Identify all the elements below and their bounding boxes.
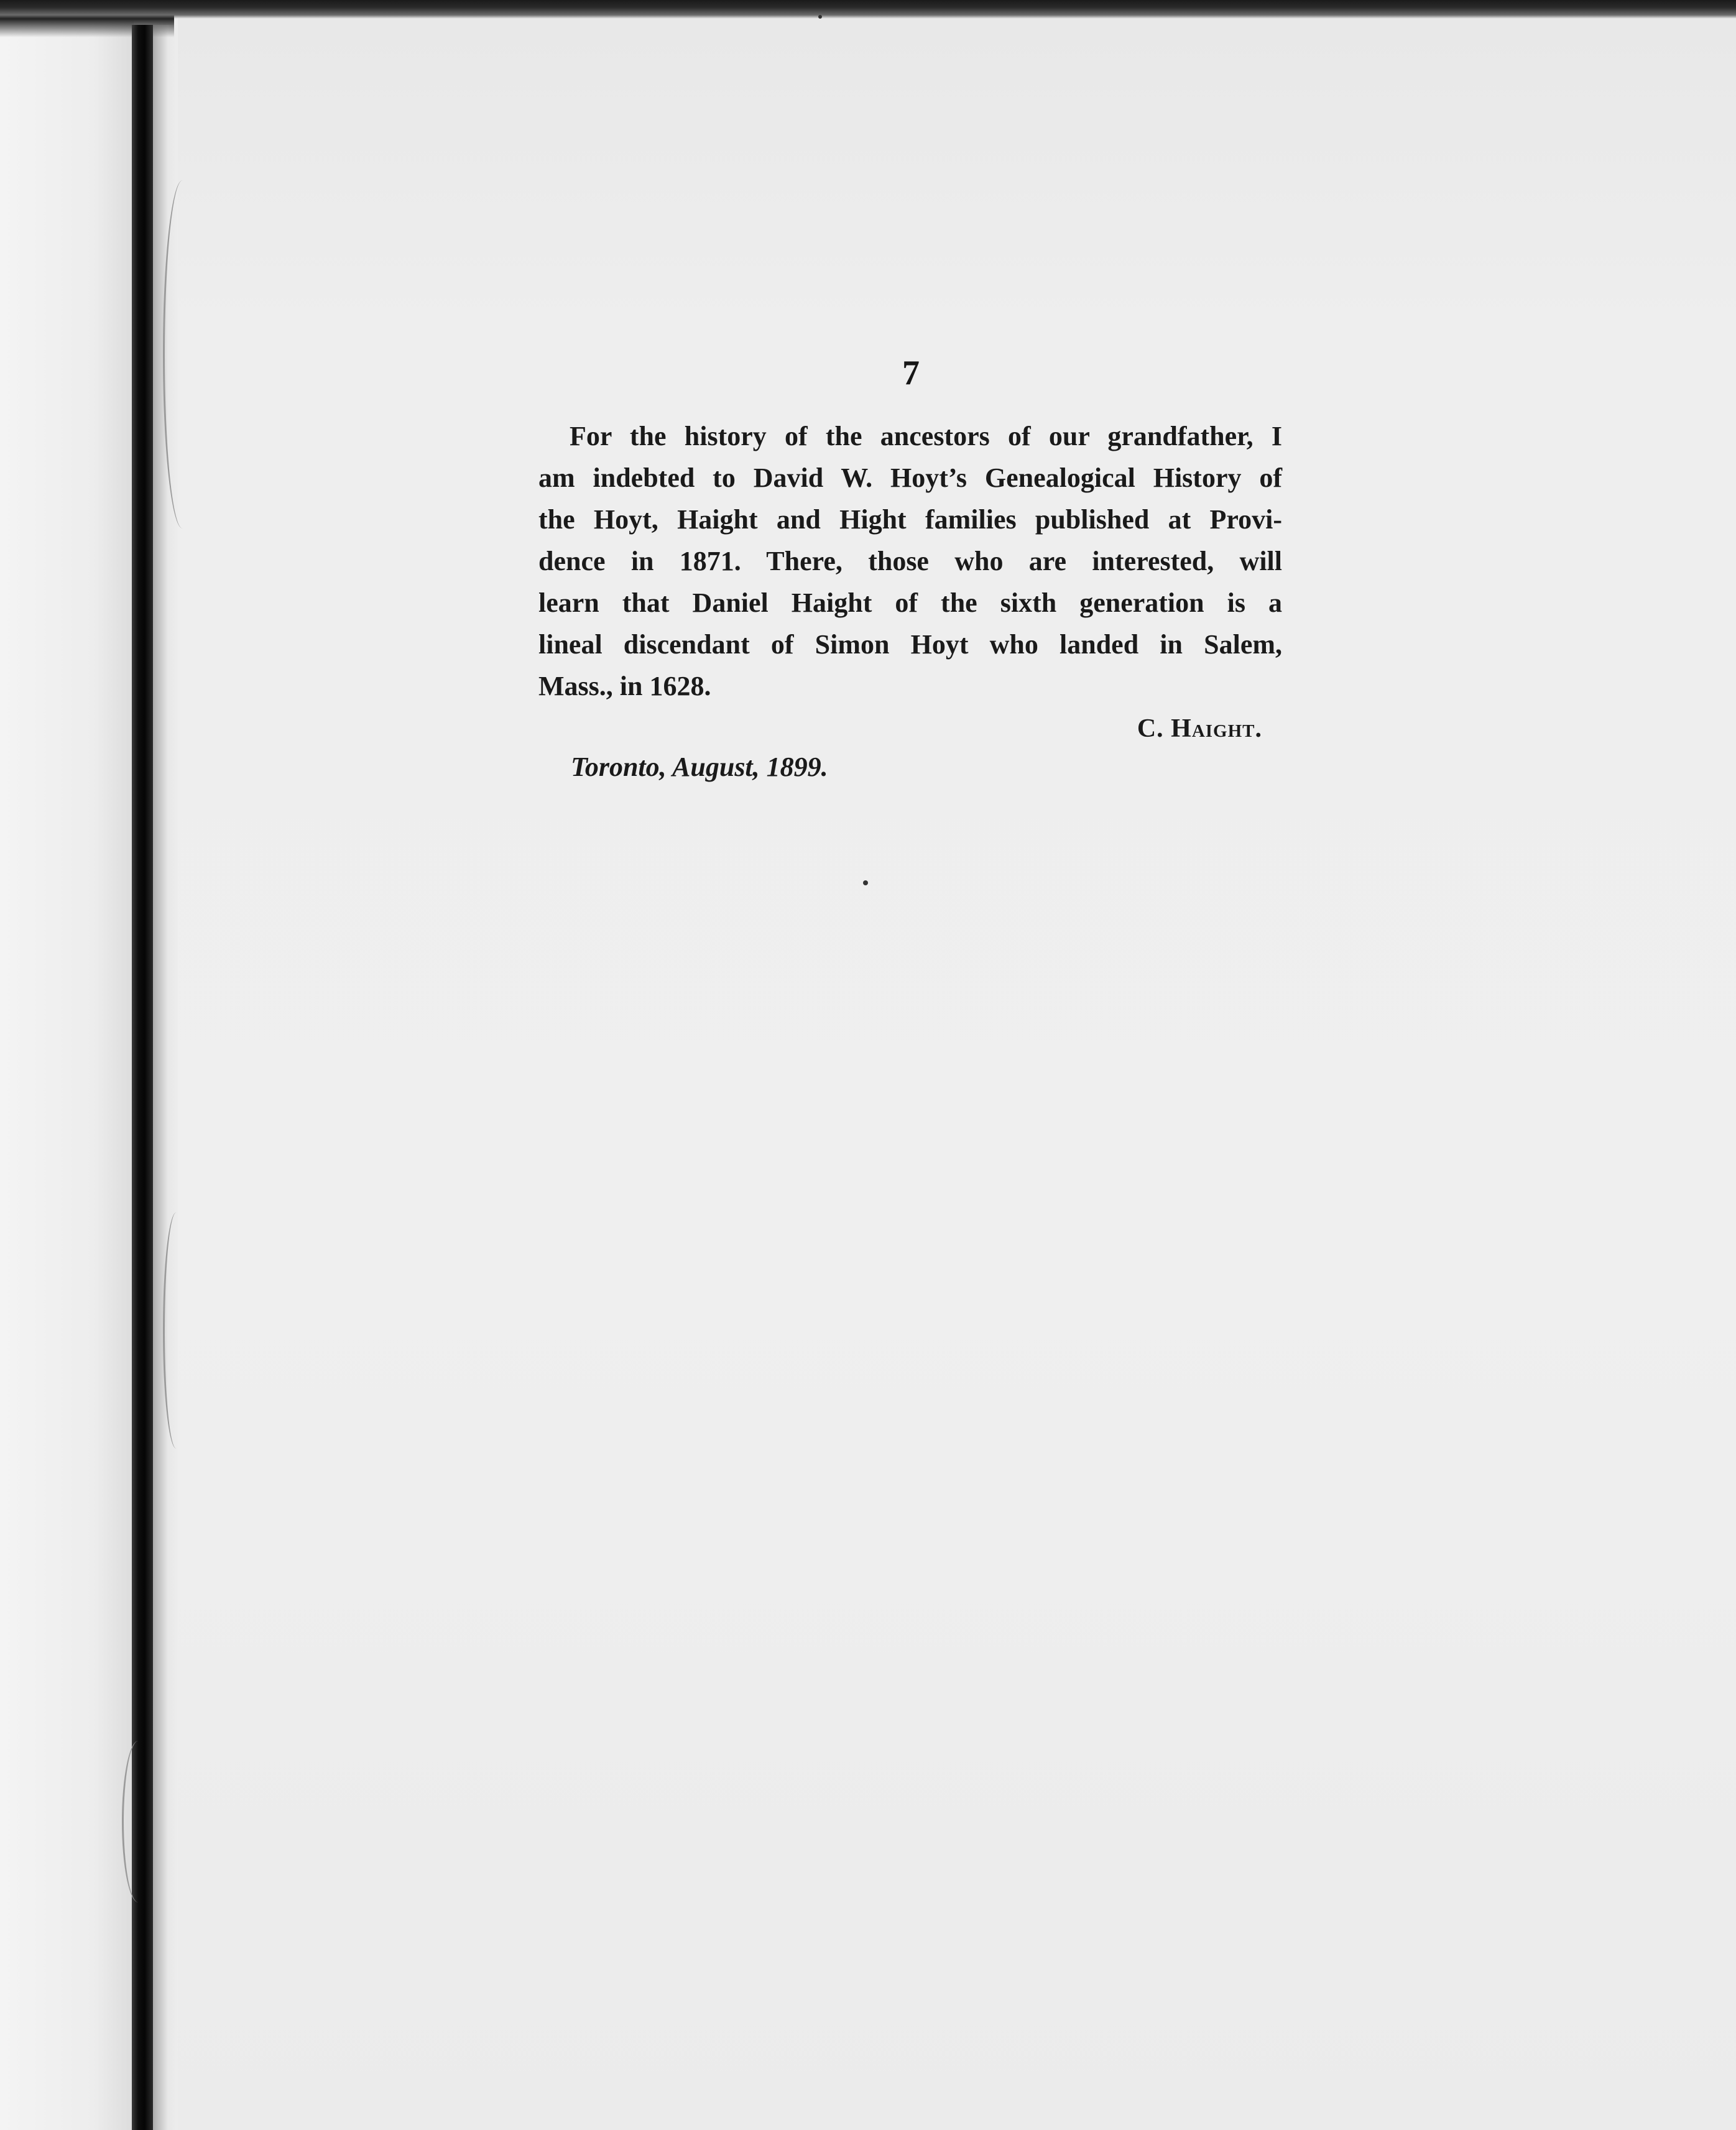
facing-page-edge [0, 0, 134, 2130]
paragraph-line: the Hoyt, Haight and Hight families published at Provi- [538, 504, 1282, 535]
place-and-date: Toronto, August, 1899. [571, 752, 828, 782]
book-page [178, 19, 1736, 2130]
paper-tear-mark [163, 180, 202, 528]
paragraph-line: dence in 1871. There, those who are interested, will [538, 546, 1282, 576]
paragraph-line: am indebted to David W. Hoyt’s Genealogical History of [538, 463, 1282, 493]
paper-speck [863, 880, 868, 885]
scan-top-edge [0, 0, 1736, 19]
paragraph-line: lineal discendant of Simon Hoyt who landed in Salem, [538, 629, 1282, 660]
author-signature: C. Haight. [1137, 714, 1262, 743]
paragraph-line: Mass., in 1628. [538, 671, 711, 701]
paper-tear-mark [122, 1741, 155, 1902]
paragraph-line: For the history of the ancestors of our grandfather, I [570, 421, 1282, 451]
paper-tear-mark [163, 1212, 190, 1449]
page-number: 7 [902, 354, 920, 392]
paragraph-line: learn that Daniel Haight of the sixth generation is a [538, 588, 1282, 618]
body-paragraph [538, 415, 1282, 707]
paper-speck [818, 15, 822, 19]
